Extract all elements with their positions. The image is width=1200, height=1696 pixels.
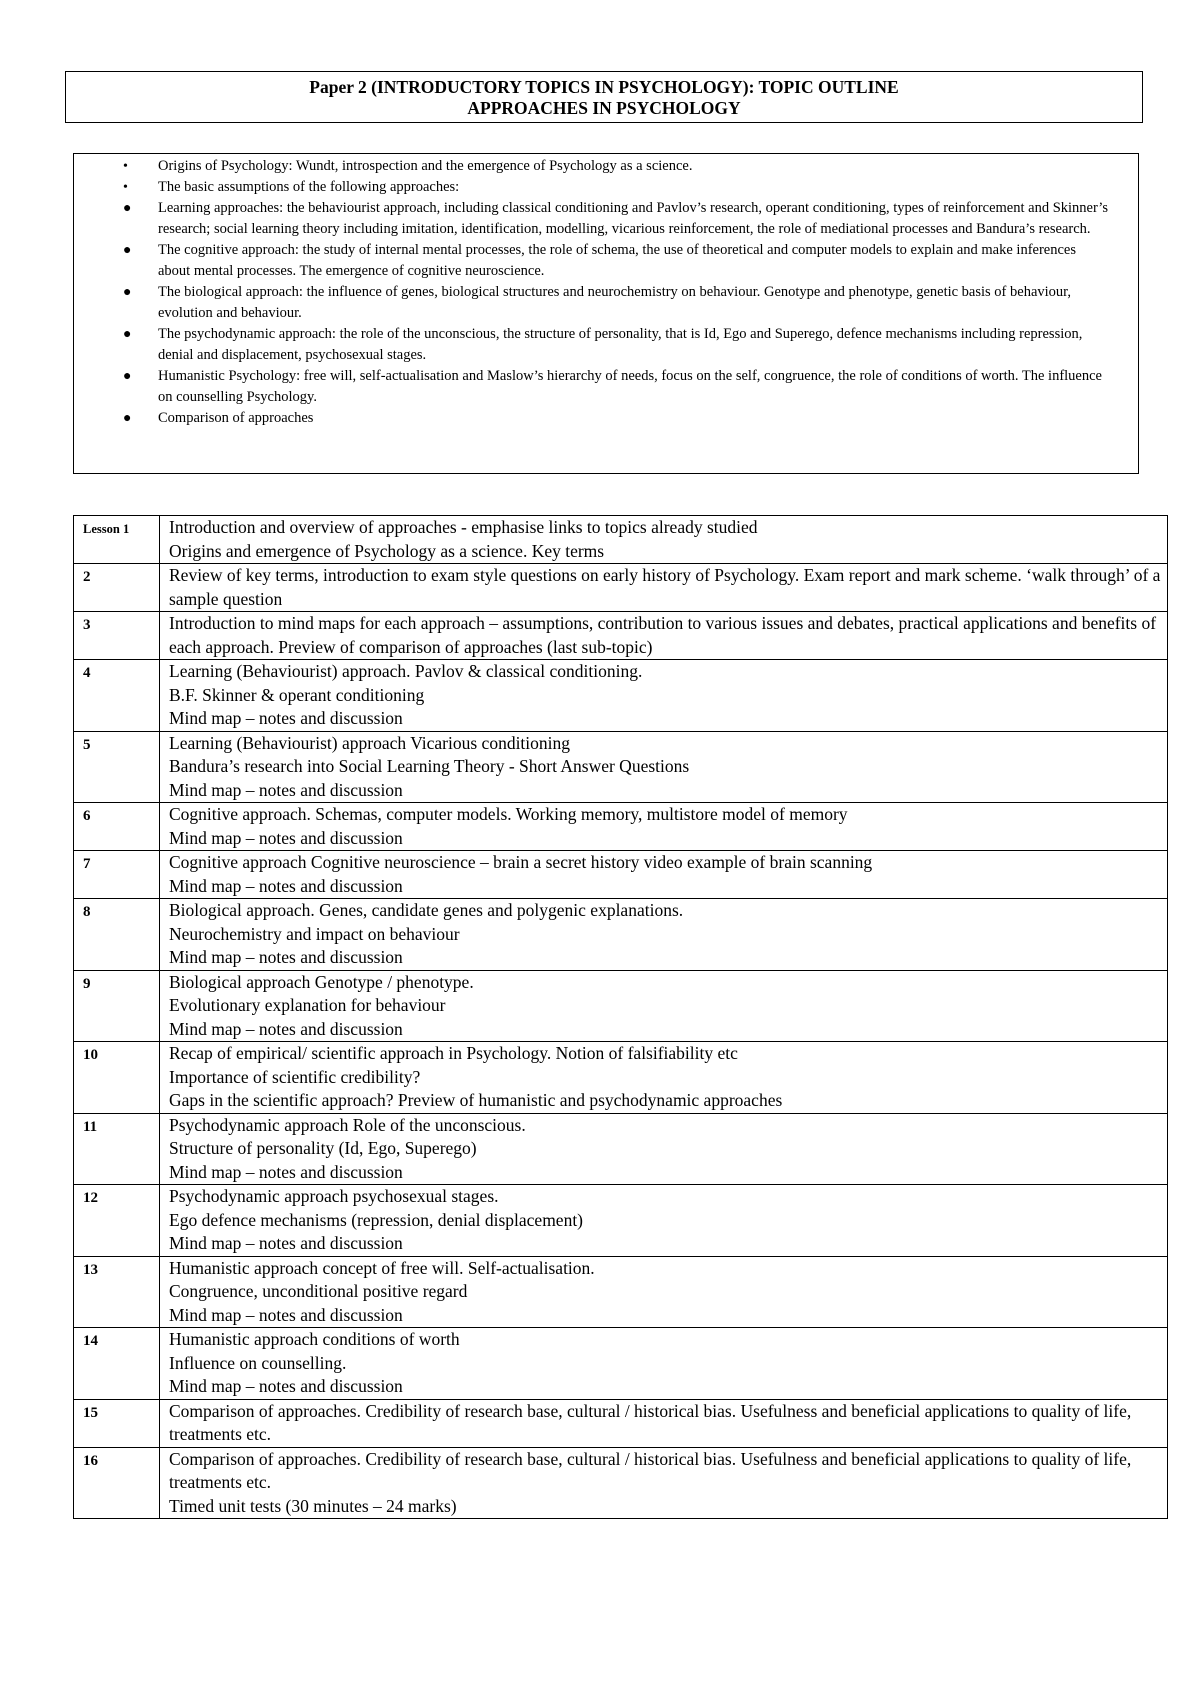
lesson-description-line: Biological approach. Genes, candidate genes and polygenic explanations. — [169, 900, 684, 920]
lesson-description — [160, 1256, 1168, 1328]
outline-item — [123, 240, 1110, 282]
outline-item — [123, 198, 1110, 240]
table-row — [74, 1399, 1168, 1447]
lesson-number — [74, 803, 160, 851]
lesson-description-line: Mind map – notes and discussion — [169, 1018, 403, 1039]
table-row — [74, 564, 1168, 612]
bullet-icon: • — [123, 159, 128, 174]
lesson-number-label: 5 — [83, 736, 91, 753]
outline-item — [123, 156, 1110, 177]
lesson-description-line: Ego defence mechanisms (repression, denial displacement) — [169, 1209, 584, 1230]
lesson-description — [160, 803, 1168, 851]
lesson-description — [160, 1399, 1168, 1447]
table-row — [74, 899, 1168, 971]
lesson-description-line: Learning (Behaviourist) approach. Pavlov & classical conditioning. — [169, 661, 643, 681]
bullet-icon: • — [123, 180, 128, 195]
lesson-plan-table — [73, 515, 1168, 1519]
lesson-description-line: Learning (Behaviourist) approach Vicarious conditioning — [169, 732, 571, 753]
outline-item-text: The biological approach: the influence of genes, biological structures and neurochemistry on behaviour. Genotype and phenotype, genetic basis of behaviour, evolution and behaviour. — [158, 284, 1072, 321]
lesson-number-label: 6 — [83, 808, 91, 824]
lesson-number-label: Lesson 1 — [83, 522, 130, 536]
lesson-number-label: 8 — [83, 904, 91, 920]
outline-item-text: The psychodynamic approach: the role of the unconscious, the structure of personality, that is Id, Ego and Superego, defence mechanisms including repression, denial and displacement, psychosexual stages. — [158, 326, 1083, 363]
table-row — [74, 516, 1168, 564]
lesson-description-line: Biological approach Genotype / phenotype. — [169, 971, 474, 992]
bullet-icon: ● — [123, 243, 132, 258]
topic-outline-list — [123, 156, 1110, 429]
lesson-description — [160, 612, 1168, 660]
lesson-description-line: Structure of personality (Id, Ego, Superego) — [169, 1138, 477, 1158]
lesson-description-line: Psychodynamic approach psychosexual stages. — [169, 1186, 499, 1206]
lesson-description-line: Importance of scientific credibility? — [169, 1066, 421, 1087]
lesson-number-label: 9 — [83, 975, 91, 992]
lesson-description-line: Mind map – notes and discussion — [169, 947, 403, 967]
lesson-description-line: Humanistic approach conditions of worth — [169, 1329, 460, 1349]
lesson-number-label: 4 — [83, 665, 91, 681]
lesson-description-line: Mind map – notes and discussion — [169, 1376, 403, 1396]
bullet-icon: ● — [123, 369, 132, 384]
outline-item — [123, 282, 1110, 324]
lesson-number — [74, 612, 160, 660]
lesson-number — [74, 970, 160, 1042]
lesson-number — [74, 1328, 160, 1400]
lesson-number — [74, 1185, 160, 1257]
lesson-description-line: Origins and emergence of Psychology as a science. Key terms — [169, 540, 605, 561]
table-row — [74, 803, 1168, 851]
lesson-description-line: Mind map – notes and discussion — [169, 708, 403, 728]
lesson-description — [160, 1328, 1168, 1400]
outline-item — [123, 177, 1110, 198]
topic-outline-box — [73, 153, 1139, 474]
bullet-icon: ● — [123, 285, 132, 300]
lesson-number — [74, 564, 160, 612]
lesson-description — [160, 516, 1168, 564]
outline-item-text: Origins of Psychology: Wundt, introspection and the emergence of Psychology as a science. — [158, 158, 693, 174]
lesson-number — [74, 1256, 160, 1328]
lesson-description-line: Mind map – notes and discussion — [169, 1304, 403, 1325]
lesson-description-line: Influence on counselling. — [169, 1352, 347, 1373]
lesson-description-line: Mind map – notes and discussion — [169, 1233, 403, 1253]
lesson-description — [160, 899, 1168, 971]
lesson-description-line: Timed unit tests (30 minutes – 24 marks) — [169, 1495, 457, 1516]
table-row — [74, 1185, 1168, 1257]
table-row — [74, 1328, 1168, 1400]
lesson-description — [160, 731, 1168, 803]
bullet-icon: ● — [123, 411, 132, 426]
lesson-number — [74, 851, 160, 899]
lesson-description — [160, 970, 1168, 1042]
lesson-description-line: Introduction to mind maps for each approach – assumptions, contribution to various issues and debates, practical applications and benefits of each approach. Preview of comparison of approaches (last sub-topic) — [169, 613, 1157, 657]
lesson-number — [74, 1113, 160, 1185]
lesson-description-line: Mind map – notes and discussion — [169, 1161, 403, 1182]
lesson-description — [160, 1113, 1168, 1185]
lesson-number — [74, 660, 160, 732]
page-title: Paper 2 (INTRODUCTORY TOPICS IN PSYCHOLOGY): TOPIC OUTLINE — [309, 77, 899, 97]
table-row — [74, 851, 1168, 899]
table-row — [74, 612, 1168, 660]
lesson-number — [74, 1399, 160, 1447]
outline-item — [123, 366, 1110, 408]
lesson-description — [160, 660, 1168, 732]
title-box — [65, 71, 1143, 123]
outline-item-text: Comparison of approaches — [158, 410, 314, 426]
lesson-description-line: Introduction and overview of approaches - emphasise links to topics already studied — [169, 517, 758, 537]
lesson-description — [160, 1447, 1168, 1519]
lesson-description-line: Comparison of approaches. Credibility of research base, cultural / historical bias. Usefulness and beneficial applications to quality of life, treatments etc. — [169, 1448, 1132, 1492]
lesson-description-line: Mind map – notes and discussion — [169, 827, 403, 848]
outline-item-text: Humanistic Psychology: free will, self-actualisation and Maslow’s hierarchy of needs, focus on the self, congruence, the role of conditions of worth. The influence on counselling Psychology. — [158, 368, 1102, 405]
lesson-number-label: 16 — [83, 1452, 98, 1469]
table-row — [74, 1113, 1168, 1185]
lesson-number — [74, 1447, 160, 1519]
lesson-description-line: Review of key terms, introduction to exam style questions on early history of Psychology. Exam report and mark scheme. ‘walk through’ of a sample question — [169, 565, 1161, 609]
lesson-number — [74, 731, 160, 803]
lesson-description-line: Cognitive approach. Schemas, computer models. Working memory, multistore model of memory — [169, 804, 848, 824]
lesson-description-line: Evolutionary explanation for behaviour — [169, 995, 446, 1015]
lesson-plan-body — [74, 516, 1168, 1519]
lesson-number-label: 2 — [83, 569, 91, 585]
table-row — [74, 1042, 1168, 1114]
outline-item-text: Learning approaches: the behaviourist approach, including classical conditioning and Pavlov’s research, operant conditioning, types of reinforcement and Skinner’s research; social learning theory including imitation, identification, modelling, vicarious reinforcement, the role of mediational processes and Bandura’s research. — [158, 200, 1109, 237]
bullet-icon: ● — [123, 327, 132, 342]
table-row — [74, 1256, 1168, 1328]
lesson-description-line: Congruence, unconditional positive regard — [169, 1281, 468, 1301]
lesson-description-line: Psychodynamic approach Role of the unconscious. — [169, 1114, 526, 1135]
bullet-icon: ● — [123, 201, 132, 216]
lesson-number-label: 10 — [83, 1047, 98, 1063]
lesson-number — [74, 1042, 160, 1114]
lesson-number-label: 12 — [83, 1190, 98, 1206]
table-row — [74, 970, 1168, 1042]
lesson-number-label: 3 — [83, 617, 91, 633]
table-row — [74, 1447, 1168, 1519]
lesson-description-line: Bandura’s research into Social Learning Theory - Short Answer Questions — [169, 756, 690, 776]
outline-item-text: The basic assumptions of the following approaches: — [158, 179, 460, 195]
page-subtitle: APPROACHES IN PSYCHOLOGY — [467, 98, 741, 118]
lesson-description-line: B.F. Skinner & operant conditioning — [169, 684, 425, 705]
lesson-description — [160, 851, 1168, 899]
outline-item-text: The cognitive approach: the study of internal mental processes, the role of schema, the use of theoretical and computer models to explain and make inferences about mental processes. The emergence of cognitive neuroscience. — [158, 242, 1077, 279]
lesson-number-label: 7 — [83, 856, 91, 872]
lesson-description — [160, 564, 1168, 612]
lesson-number-label: 15 — [83, 1404, 98, 1421]
lesson-description — [160, 1185, 1168, 1257]
table-row — [74, 731, 1168, 803]
lesson-description-line: Gaps in the scientific approach? Preview of humanistic and psychodynamic approaches — [169, 1090, 783, 1110]
lesson-description-line: Mind map – notes and discussion — [169, 779, 403, 800]
lesson-number-label: 13 — [83, 1261, 98, 1278]
lesson-number — [74, 899, 160, 971]
lesson-description-line: Neurochemistry and impact on behaviour — [169, 923, 460, 944]
lesson-description-line: Mind map – notes and discussion — [169, 875, 403, 896]
lesson-number-label: 14 — [83, 1333, 98, 1349]
lesson-number-label: 11 — [83, 1118, 98, 1135]
lesson-description — [160, 1042, 1168, 1114]
lesson-description-line: Humanistic approach concept of free will. Self-actualisation. — [169, 1257, 595, 1278]
lesson-description-line: Comparison of approaches. Credibility of research base, cultural / historical bias. Usefulness and beneficial applications to quality of life, treatments etc. — [169, 1400, 1132, 1444]
table-row — [74, 660, 1168, 732]
outline-item — [123, 324, 1110, 366]
lesson-description-line: Cognitive approach Cognitive neuroscience – brain a secret history video example of brain scanning — [169, 852, 873, 872]
lesson-number — [74, 516, 160, 564]
outline-item — [123, 408, 1110, 429]
lesson-description-line: Recap of empirical/ scientific approach in Psychology. Notion of falsifiability etc — [169, 1043, 738, 1063]
